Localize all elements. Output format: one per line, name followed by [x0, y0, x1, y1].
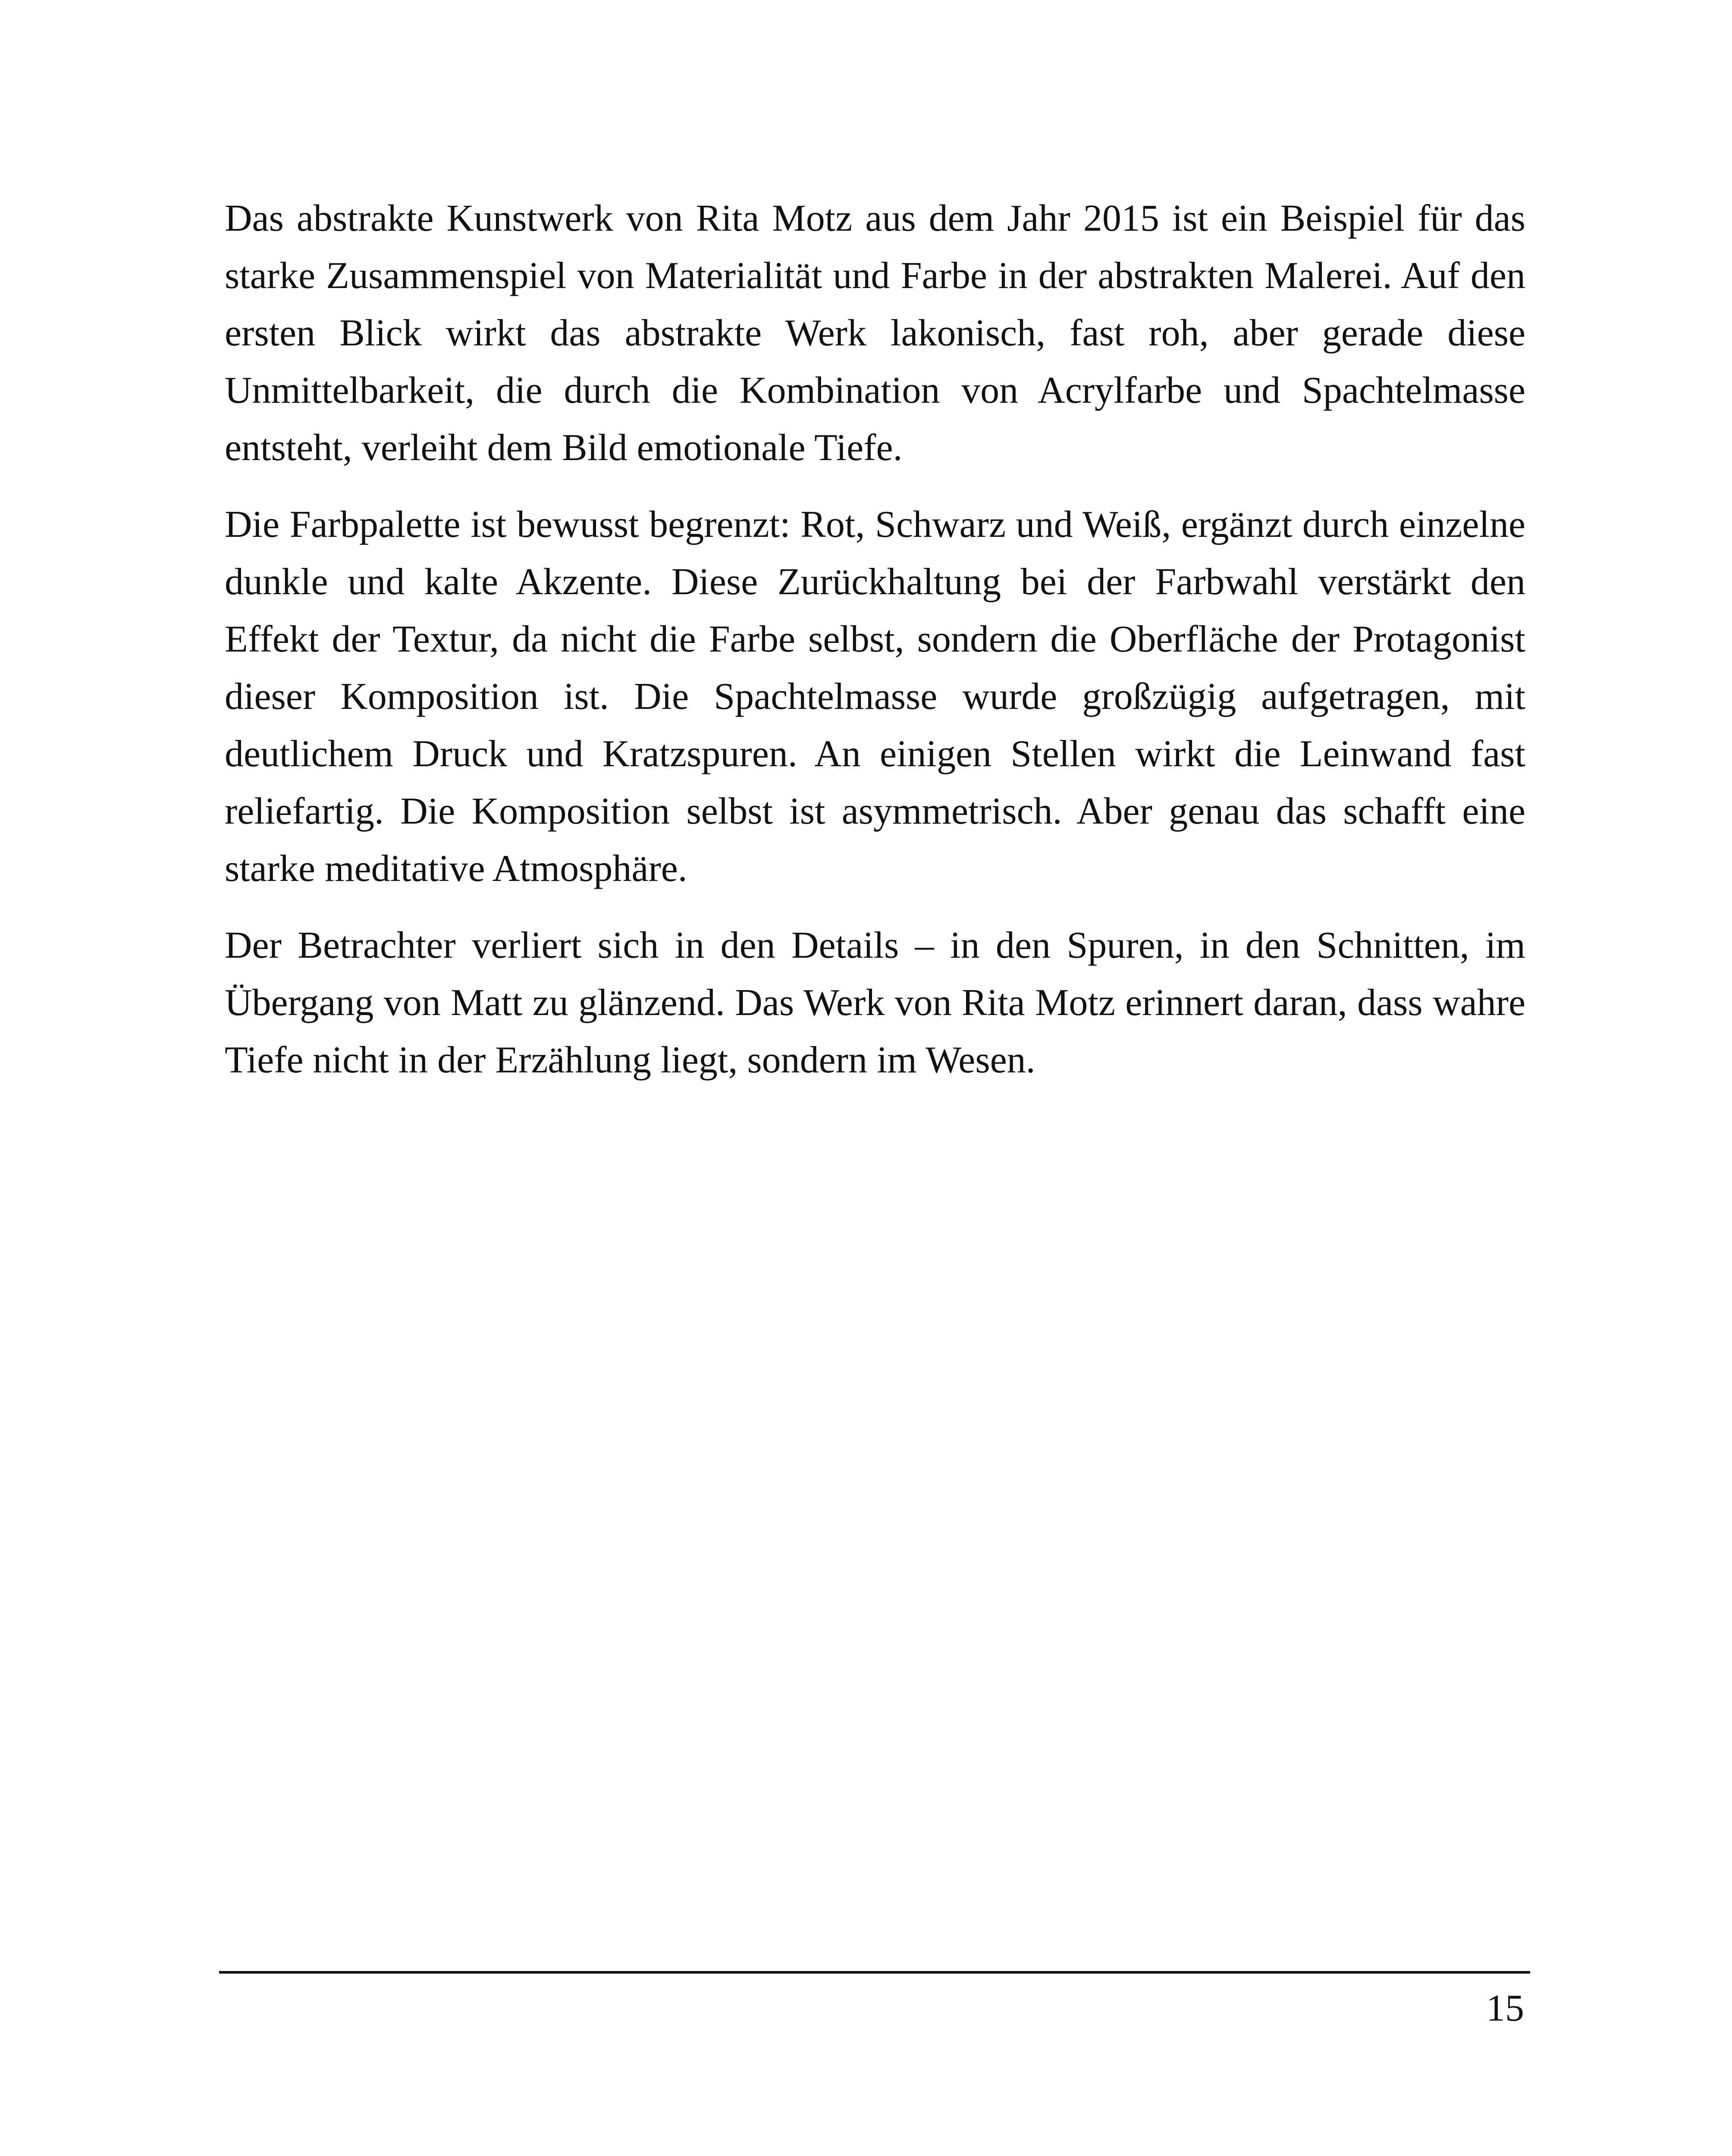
page-number: 15 [1486, 1987, 1524, 2029]
body-text [225, 190, 1525, 1108]
paragraph-1: Das abstrakte Kunstwerk von Rita Motz aus dem Jahr 2015 ist ein Beispiel für das starke Zusammenspiel von Materialität und Farbe in der abstrakten Malerei. Auf den ersten Blick wirkt das abstrakte Werk lakonisch, fast roh, aber gerade diese Unmittelbarkeit, die durch die Kombination von Acrylfarbe und Spachtelmasse entsteht, verleiht dem Bild emotionale Tiefe. [225, 197, 1525, 469]
footer-divider [219, 1971, 1530, 1974]
paragraph-3: Der Betrachter verliert sich in den Details – in den Spuren, in den Schnitten, im Übergang von Matt zu glänzend. Das Werk von Rita Motz erinnert daran, dass wahre Tiefe nicht in der Erzählung liegt, sondern im Wesen. [225, 924, 1525, 1081]
paragraph-2: Die Farbpalette ist bewusst begrenzt: Rot, Schwarz und Weiß, ergänzt durch einzelne dunkle und kalte Akzente. Diese Zurückhaltung bei der Farbwahl verstärkt den Effekt der Textur, da nicht die Farbe selbst, sondern die Oberfläche der Protagonist dieser Komposition ist. Die Spachtelmasse wurde großzügig aufgetragen, mit deutlichem Druck und Kratzspuren. An einigen Stellen wirkt die Leinwand fast reliefartig. Die Komposition selbst ist asymmetrisch. Aber genau das schafft eine starke meditative Atmosphäre. [225, 504, 1525, 890]
